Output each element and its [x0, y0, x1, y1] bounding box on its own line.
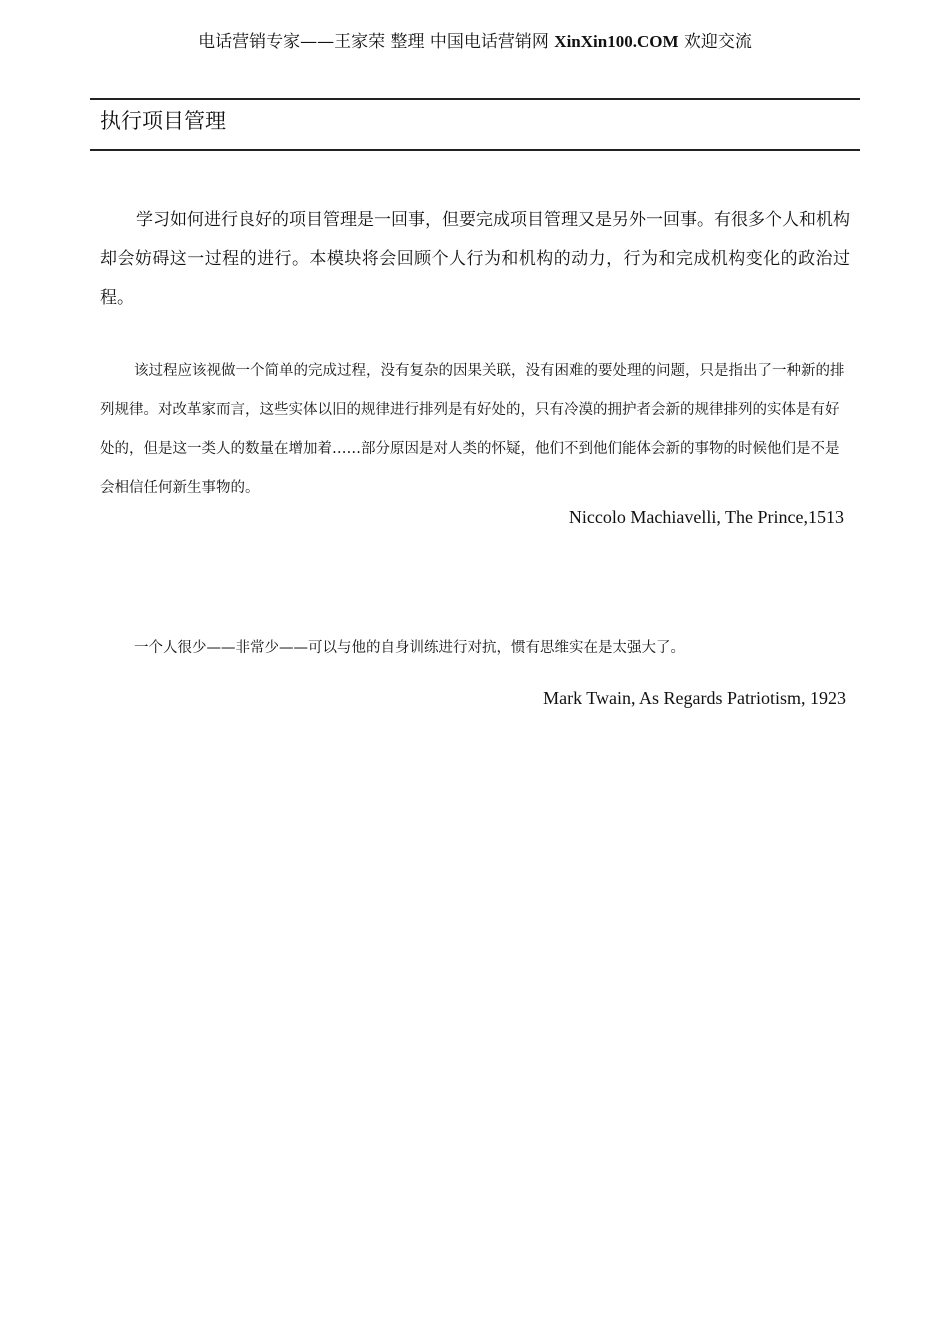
- header-suffix: 欢迎交流: [678, 32, 752, 52]
- quote-twain: 一个人很少——非常少——可以与他的自身训练进行对抗，惯有思维实在是太强大了。: [134, 640, 685, 656]
- header-prefix: 电话营销专家——王家荣 整理 中国电话营销网: [198, 32, 555, 52]
- title-rule-bottom: [90, 149, 860, 151]
- quote-machiavelli-attribution: Niccolo Machiavelli, The Prince,1513: [568, 507, 844, 527]
- header-site: XinXin100.COM: [554, 32, 679, 51]
- quote-twain-attribution: Mark Twain, As Regards Patriotism, 1923: [543, 688, 846, 708]
- quote-machiavelli: 该过程应该视做一个简单的完成过程，没有复杂的因果关联，没有困难的要处理的问题，只是指出了一种新的排列规律。对改革家而言，这些实体以旧的规律进行排列是有好处的，只有冷漠的拥护者会新的规律排列的实体是有好处的，但是这一类人的数量在增加着……部分原因是对人类的怀疑，他们不到他们能体会新的事物的时候他们是不是会相信任何新生事物的。: [100, 363, 845, 496]
- page-header: [0, 30, 950, 54]
- intro-paragraph: 学习如何进行良好的项目管理是一回事，但要完成项目管理又是另外一回事。有很多个人和机构却会妨碍这一过程的进行。本模块将会回顾个人行为和机构的动力，行为和完成机构变化的政治过程。: [100, 210, 850, 308]
- title-rule-top: [90, 98, 860, 100]
- section-title: 执行项目管理: [100, 109, 226, 133]
